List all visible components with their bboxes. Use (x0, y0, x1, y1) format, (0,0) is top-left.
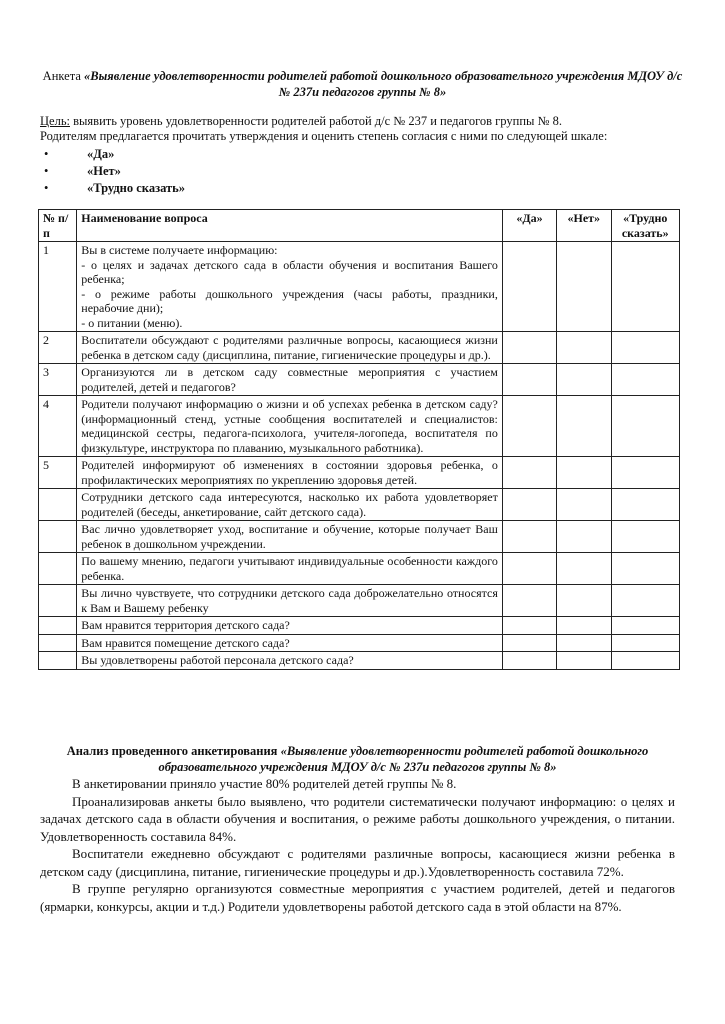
analysis-paragraph: Воспитатели ежедневно обсуждают с родителями различные вопросы, касающиеся жизни ребенка в детском саду (дисциплина, питание, гигиенические процедуры и др.).Удовлетворенность составила 72%. (40, 846, 675, 879)
analysis-heading-lead: Анализ проведенного анкетирования (66, 744, 281, 758)
goal-instruction: Родителям предлагается прочитать утверждения и оценить степень согласия с ними по следующей шкале: (40, 129, 608, 143)
row-number (39, 585, 77, 617)
row-number: 3 (39, 364, 77, 396)
table-row (39, 617, 680, 635)
row-number (39, 634, 77, 652)
table-row (39, 585, 680, 617)
answer-yes-cell[interactable] (502, 332, 556, 364)
row-number (39, 521, 77, 553)
answer-no-cell[interactable] (557, 396, 611, 457)
answer-hard-to-say-cell[interactable] (611, 489, 680, 521)
survey-goal (40, 114, 690, 144)
row-number: 2 (39, 332, 77, 364)
row-question: Вы лично чувствуете, что сотрудники детского сада доброжелательно относятся к Вам и Вашему ребенку (77, 585, 503, 617)
answer-hard-to-say-cell[interactable] (611, 617, 680, 635)
questionnaire-table (38, 209, 680, 670)
row-question: Организуются ли в детском саду совместные мероприятия с участием родителей, детей и педагогов? (77, 364, 503, 396)
table-row (39, 489, 680, 521)
answer-hard-to-say-cell[interactable] (611, 457, 680, 489)
answer-scale-item: • «Да» (44, 147, 115, 161)
row-number: 5 (39, 457, 77, 489)
table-row (39, 396, 680, 457)
table-row (39, 332, 680, 364)
answer-no-cell[interactable] (557, 521, 611, 553)
row-number: 1 (39, 242, 77, 332)
analysis-paragraph: Проанализировав анкеты было выявлено, что родители систематически получают информацию: о целях и задачах детского сада в области обучения и воспитания, о режиме работы дошкольного учреждения, о питании. Удовлетворенность составила 84%. (40, 793, 675, 844)
answer-yes-cell[interactable] (502, 634, 556, 652)
table-row (39, 553, 680, 585)
header-number: № п/п (39, 210, 77, 242)
answer-no-cell[interactable] (557, 364, 611, 396)
answer-hard-to-say-cell[interactable] (611, 396, 680, 457)
answer-hard-to-say-cell[interactable] (611, 585, 680, 617)
row-question: Вам нравится помещение детского сада? (77, 634, 503, 652)
answer-yes-cell[interactable] (502, 652, 556, 670)
answer-no-cell[interactable] (557, 489, 611, 521)
analysis-section (40, 744, 675, 915)
answer-scale-item: • «Нет» (44, 164, 121, 178)
answer-no-cell[interactable] (557, 457, 611, 489)
row-number: 4 (39, 396, 77, 457)
answer-hard-to-say-cell[interactable] (611, 652, 680, 670)
header-question: Наименование вопроса (77, 210, 503, 242)
row-question: Вы в системе получаете информацию: - о целях и задачах детского сада в области обучения и воспитания Вашего ребенка; - о режиме работы дошкольного учреждения (часы работы, праздники, нерабочие дни); - о питании (меню). (77, 242, 503, 332)
answer-yes-cell[interactable] (502, 396, 556, 457)
answer-no-cell[interactable] (557, 634, 611, 652)
answer-hard-to-say-cell[interactable] (611, 364, 680, 396)
answer-no-cell[interactable] (557, 585, 611, 617)
table-row (39, 652, 680, 670)
answer-hard-to-say-cell[interactable] (611, 242, 680, 332)
bullet-icon: • (44, 181, 49, 195)
answer-scale-list (40, 146, 185, 197)
table-row (39, 521, 680, 553)
table-row (39, 634, 680, 652)
questionnaire-body (39, 242, 680, 670)
row-question: Воспитатели обсуждают с родителями различные вопросы, касающиеся жизни ребенка в детском саду (дисциплина, питание, гигиенические процедуры и др.). (77, 332, 503, 364)
analysis-heading-theme: «Выявление удовлетворенности родителей работой дошкольного образовательного учреждения МДОУ д/с № 237и педагогов группы № 8» (158, 744, 649, 774)
answer-yes-cell[interactable] (502, 457, 556, 489)
survey-title-lead: Анкета (42, 69, 84, 83)
answer-hard-to-say-cell[interactable] (611, 553, 680, 585)
table-header-row (39, 210, 680, 242)
row-number (39, 553, 77, 585)
table-row (39, 457, 680, 489)
goal-label: Цель: (40, 114, 70, 128)
row-question: Родители получают информацию о жизни и об успехах ребенка в детском саду? (информационный стенд, устные сообщения воспитателей и специалистов: медицинской сестры, педагога-психолога, учителя-логопеда, воспитателя по физкультуре, инструктора по плаванию, музыкального работника). (77, 396, 503, 457)
row-number (39, 489, 77, 521)
row-question: Родителей информируют об изменениях в состоянии здоровья ребенка, о профилактических мероприятиях по укреплению здоровья детей. (77, 457, 503, 489)
survey-title-theme: «Выявление удовлетворенности родителей работой дошкольного образовательного учреждения МДОУ д/с № 237и педагогов группы № 8» (84, 69, 683, 99)
row-question: Вы удовлетворены работой персонала детского сада? (77, 652, 503, 670)
answer-yes-cell[interactable] (502, 489, 556, 521)
analysis-paragraph: В анкетировании приняло участие 80% родителей детей группы № 8. (72, 776, 457, 791)
answer-hard-to-say-cell[interactable] (611, 332, 680, 364)
answer-no-cell[interactable] (557, 242, 611, 332)
answer-no-cell[interactable] (557, 652, 611, 670)
bullet-icon: • (44, 164, 49, 178)
row-question: Сотрудники детского сада интересуются, насколько их работа удовлетворяет родителей (беседы, анкетирование, сайт детского сада). (77, 489, 503, 521)
answer-yes-cell[interactable] (502, 553, 556, 585)
answer-yes-cell[interactable] (502, 242, 556, 332)
answer-yes-cell[interactable] (502, 364, 556, 396)
analysis-heading (40, 744, 675, 775)
answer-yes-cell[interactable] (502, 521, 556, 553)
survey-title (40, 68, 685, 100)
table-row (39, 242, 680, 332)
answer-hard-to-say-cell[interactable] (611, 634, 680, 652)
header-no: «Нет» (557, 210, 611, 242)
row-question: Вас лично удовлетворяет уход, воспитание и обучение, которые получает Ваш ребенок в дошкольном учреждении. (77, 521, 503, 553)
answer-scale-item: • «Трудно сказать» (44, 181, 186, 195)
answer-yes-cell[interactable] (502, 585, 556, 617)
header-yes: «Да» (502, 210, 556, 242)
answer-no-cell[interactable] (557, 617, 611, 635)
answer-no-cell[interactable] (557, 553, 611, 585)
answer-hard-to-say-cell[interactable] (611, 521, 680, 553)
goal-text: выявить уровень удовлетворенности родителей работой д/с № 237 и педагогов группы № 8. (70, 114, 562, 128)
bullet-icon: • (44, 147, 49, 161)
row-question: По вашему мнению, педагоги учитывают индивидуальные особенности каждого ребенка. (77, 553, 503, 585)
analysis-paragraph: В группе регулярно организуются совместные мероприятия с участием родителей, детей и педагогов (ярмарки, конкурсы, акции и т.д.) Родители удовлетворены работой детского сада в этой области на 87%. (40, 881, 675, 914)
header-hard-to-say: «Трудно сказать» (611, 210, 680, 242)
row-number (39, 652, 77, 670)
answer-no-cell[interactable] (557, 332, 611, 364)
table-row (39, 364, 680, 396)
row-question: Вам нравится территория детского сада? (77, 617, 503, 635)
row-number (39, 617, 77, 635)
answer-yes-cell[interactable] (502, 617, 556, 635)
